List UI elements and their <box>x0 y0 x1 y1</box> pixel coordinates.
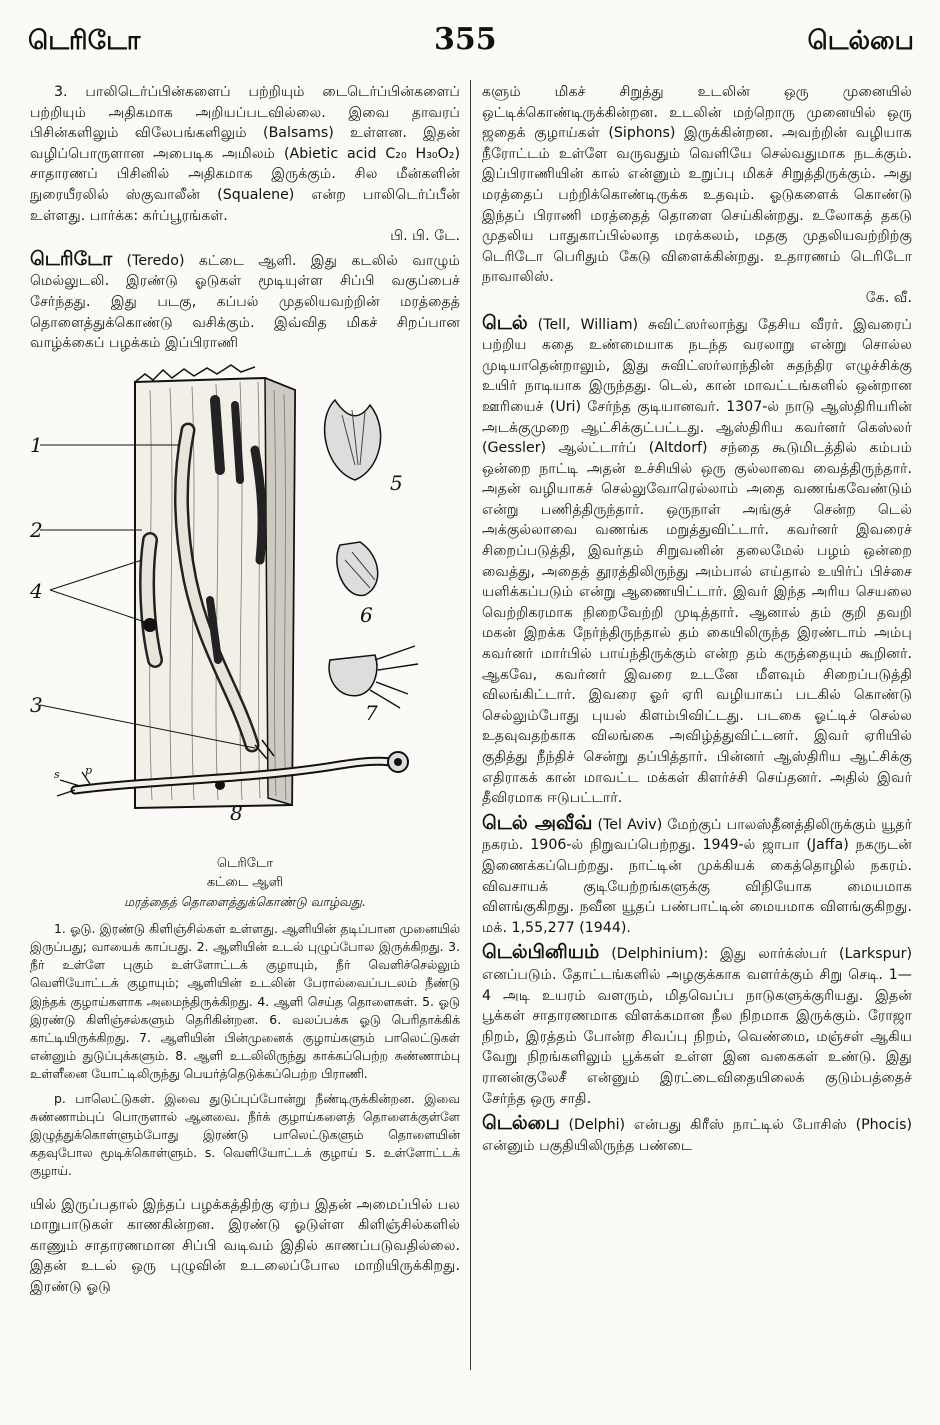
delphi-entry-text: (Delphi) என்பது கிரீஸ் நாட்டில் போசிஸ் (Phocis) என்னும் பகுதியிலிருந்த பண்டை <box>482 1117 912 1154</box>
headword-delphi: டெல்பை <box>482 1112 560 1135</box>
teredo-drawing <box>30 360 460 850</box>
legend-symbols: p. பாலெட்டுகள். இவை துடுப்புப்போன்று நீண்டிருக்கின்றன. இவை சுண்ணாம்புப் பொருளால் ஆனவை. நீர்க் குழாய்களைத் தொளைக்குள்ளே இழுத்துக்கொள்ளும்போது இரண்டு பாலெட்டுகளும் தொளையின் கதவுபோல மூடிக்கொள்ளும். s. வெளியோட்டக் குழாய் s. உள்ளோட்டக் குழாய். <box>30 1090 460 1179</box>
figure-caption <box>30 854 460 912</box>
figure-label-p: p <box>85 763 93 777</box>
left-column <box>30 82 460 1298</box>
figure-label-4: 4 <box>30 578 43 603</box>
figure-label-5: 5 <box>390 470 403 495</box>
caption-subtitle: கட்டை ஆளி <box>206 874 284 890</box>
tel-aviv-entry-text: (Tel Aviv) மேற்குப் பாலஸ்தீனத்திலிருக்கும் யூதர் நகரம். 1906-ல் நிறுவப்பெற்றது. 1949-ல் ஜாபா (Jaffa) நகருடன் இணைக்கப்பெற்றது. நாட்டின் முக்கியக் கைத்தொழில் நகரம். விவசாயக் குடியேற்றங்களுக்கு விநியோக மையமாக விளங்குகிறது. நவீன யூதப் பண்பாட்டின் மையமாக விளங்குகிறது. மக். 1,55,277 (1944). <box>482 816 912 936</box>
headword-tel-aviv: டெல் அவீவ் <box>482 811 593 834</box>
figure-label-3: 3 <box>30 692 43 717</box>
author-initials-right: கே. வீ. <box>865 289 912 306</box>
figure-label-7: 7 <box>365 700 378 725</box>
polyterpene-paragraph: 3. பாலிடெர்ப்பின்களைப் பற்றியும் டைடெர்ப்பின்களைப் பற்றியும் அதிகமாக அறியப்படவில்லை. இவை தாவரப் பிசின்களிலும் விலேபங்களிலும் (Balsams) உள்ளன. இதன் வழிப்பொருளான அபைடிக அமிலம் (Abietic acid C₂₀ H₃₀O₂) சாதாரணப் பிசினில் அதிகமாக இருக்கும். சில மீன்களின் நுரையீரலில் ஸ்குவாலீன் (Squalene) என்ற பாலிடெர்ப்பீன் உள்ளது. பார்க்க: கர்ப்பூரங்கள். <box>30 84 460 224</box>
headword-teredo: டெரிடோ <box>30 247 113 270</box>
right-column <box>482 82 912 1156</box>
tell-entry-text: (Tell, William) சுவிட்ஸர்லாந்து தேசிய வீரர். இவரைப் பற்றிய கதை உண்மையாக நடந்த வரலாறு என்று சொல்ல முடியாதென்றாலும், இது சுவிட்ஸர்லாந்தின் சுதந்திர எழுச்சிக்கு உயிர் நாடியாக இருந்தது. டெல், கான் மாவட்டங்களில் ஒன்றான ஊரியைச் (Uri) சேர்ந்த குடியானவர். 1307-ல் நாடு ஆஸ்திரியரின் அடக்குமுறை ஆட்சிக்குட்பட்டது. ஆஸ்திரிய கவர்னர் கெஸ்லர் (Gessler) ஆல்ட்டார்ப் (Altdorf) சந்தை கூடுமிடத்தில் கம்பம் ஒன்றை நாட்டி அதன் உச்சியில் ஒரு குல்லாவை வைத்திருந்தார். அதன் வழியாகச் செல்லுவோரெல்லாம் அதை வணங்கவேண்டும் என்று பணித்திருந்தார். ஒருநாள் அங்குச் சென்ற டெல் அக்குல்லாவை வணங்க மறுத்துவிட்டார். கவர்னர் இவரைச் சிறைப்படுத்தி, இவர்தம் சிறுவனின் தலைமேல் பழம் ஒன்றை வைத்து, அதைத் தூரத்திலிருந்து அம்பால் எய்தால் உயிர்ப் பிச்சை யளிக்கப்படும் என்று ஆணையிட்டார். இவர் இந்த அரிய செயலை வெற்றிகரமாக நிறைவேற்றி முடித்தார். ஆனால் தம் குறி தவறி மகன் இறக்க நேர்ந்திருந்தால் தம் கையிலிருந்த இரண்டாம் அம்பு கவர்னர் மார்பில் பாய்ந்திருக்கும் என்ற தம் கருத்தையும் கூறினர். ஆகவே, கவர்னர் இவரை உடனே மீளவும் சிறைப்படுத்தி விலங்கிட்டார். இவரை ஓர் ஏரி வழியாகப் படகில் கொண்டு செல்லும்போது புயல் கிளம்பிவிட்டது. படகை ஓட்டிச் செல்ல உதவுவதற்காக விலங்கை அவிழ்த்துவிட்டனர். இவர் ஏரியில் குதித்து நீந்திச் சென்று தப்பித்தார். பின்னர் ஆஸ்திரிய ஆட்சிக்கு எதிராகக் கான் மாவட்ட மக்கள் கிளர்ச்சி செய்தனர். அதில் இவர் தீவிரமாக ஈடுபட்டார். <box>482 316 912 807</box>
page-number: 355 <box>434 22 497 57</box>
delphinium-entry-text: (Delphinium): இது லார்க்ஸ்பர் (Larkspur) எனப்படும். தோட்டங்களில் அழகுக்காக வளர்க்கும் சிறு செடி. 1—4 அடி உயரம் வளரும், மிதவெப்ப நாடுகளுக்குரியது. இதன் பூக்கள் சாதாரணமாக விளக்கமான நீல நிறமாக இருக்கும். ரோஜா நிறம், இரத்தம் போன்ற சிவப்பு நிறம், வெண்மை, மஞ்சள் ஆகிய வேறு நிறங்களிலும் பூக்கள் உள்ள இன வகைகள் உண்டு. இது ரானன்குலேசீ என்னும் இரட்டைவிதையிலைக் குடும்பத்தைச் சேர்ந்த ஒரு சாதி. <box>482 946 912 1107</box>
figure-label-8: 8 <box>230 800 243 825</box>
caption-note: மரத்தைத் தொளைத்துக்கொண்டு வாழ்வது. <box>124 893 366 909</box>
teredo-continued: யில் இருப்பதால் இந்தப் பழக்கத்திற்கு ஏற்ப இதன் அமைப்பில் பல மாறுபாடுகள் காணகின்றன. இரண்டு ஓடுள்ள கிளிஞ்சில்களில் காணும் சாதாரணமான சிப்பி வடிவம் இதில் காணப்படுவதில்லை. இதன் உடல் ஒரு புழுவின் உடலைப்போல மாறியிருக்கிறது. இரண்டு ஓடு <box>30 1196 460 1295</box>
figure-label-6: 6 <box>360 602 373 627</box>
figure-legend <box>30 920 460 1181</box>
figure-label-s: s <box>54 767 60 781</box>
figure-label-1: 1 <box>30 432 43 457</box>
running-head-left: டெரிடோ <box>28 26 141 56</box>
teredo-illustration <box>30 360 460 850</box>
running-head-right: டெல்பை <box>807 26 914 56</box>
figure-label-2: 2 <box>30 517 43 542</box>
headword-tell: டெல் <box>482 311 528 334</box>
teredo-entry-text: (Teredo) கட்டை ஆளி. இது கடலில் வாழும் மெல்லுடலி. இரண்டு ஓடுகள் மூடியுள்ள சிப்பி வகுப்பைச் சேர்ந்தது. இது படகு, கப்பல் முதலியவற்றின் மரத்தைத் தொளைத்துக்கொண்டு வசிக்கும். இவ்வித மிகச் சிறப்பான வாழ்க்கைப் பழக்கம் இப்பிராணி <box>30 252 460 352</box>
headword-delphinium: டெல்பினியம் <box>482 941 600 964</box>
legend-numbered: 1. ஓடு. இரண்டு கிளிஞ்சில்கள் உள்ளது. ஆளியின் தடிப்பான முனையில் இருப்பது; வாயைக் காப்பது. 2. ஆளியின் உடல் புழுப்போல இருக்கிறது. 3. நீர் உள்ளே புகும் உள்ளோட்டக் குழாயும், நீர் வெளிச்செல்லும் வெளியோட்டக் குழாயும்; ஆளியின் உடலின் பேரால்வைப்படலம் நீண்டு இந்தக் குழாய்களாக அமைந்திருக்கிறது. 4. ஆளி செய்த தொளைகள். 5. ஓடு இரண்டு கிளிஞ்சல்களும் தெரிகின்றன. 6. வலப்பக்க ஓடு பெரிதாக்கிக் காட்டியிருக்கிறது. 7. ஆளியின் பின்முனைக் குழாய்களும் பாலெட்டுகள் என்னும் துடுப்புக்களும். 8. ஆளி உடலிலிருந்து காக்கப்பெற்ற சுண்ணாம்பு உள்ளீனை யோட்டிலிருந்து பெயர்த்தெடுக்கப்பெற்ற பிராணி. <box>30 920 460 1082</box>
caption-title: டெரிடோ <box>216 855 274 871</box>
teredo-continued-right: களும் மிகச் சிறுத்து உடலின் ஒரு முனையில் ஒட்டிக்கொண்டிருக்கின்றன. உடலின் மற்றொரு முனையில் ஒரு ஜதைக் குழாய்கள் (Siphons) இருக்கின்றன. அவற்றின் வழியாக நீரோட்டம் உள்ளே வருவதும் வெளியே செல்வதுமாக நடக்கும். இப்பிராணியின் கால் என்னும் உறுப்பு மிகச் சிறுத்திருக்கும். அது மரத்தைப் பற்றிக்கொண்டிருக்க உதவும். ஓடுகளைக் கொண்டு இந்தப் பிராணி மரத்தைத் தொளை செய்கின்றது. உலோகத் தகடு முதலிய பாதுகாப்பில்லாத மரக்கலம், மதகு முதலியவற்றிற்கு டெரிடோ பெரிதும் கேடு விளைக்கின்றது. உதாரணம் டெரிடோ நாவாலிஸ். <box>482 84 912 286</box>
author-initials: பி. பி. டே. <box>390 228 460 245</box>
column-divider <box>470 80 471 1370</box>
